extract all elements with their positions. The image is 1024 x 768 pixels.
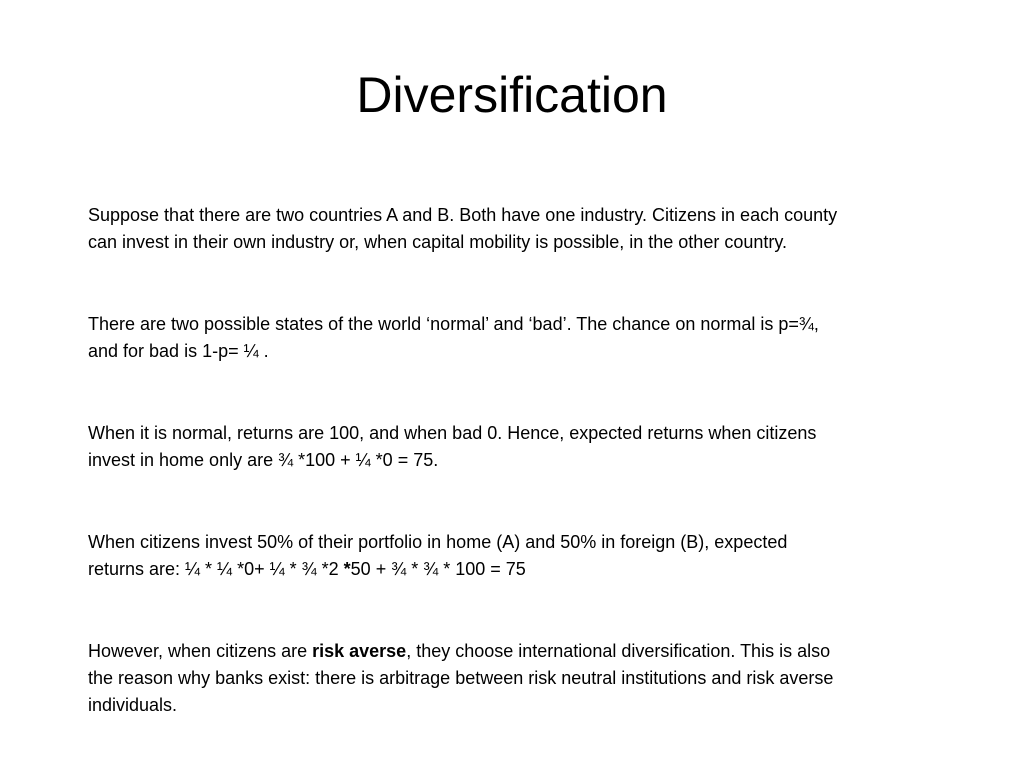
paragraph-home-returns bbox=[88, 420, 968, 474]
paragraph-line: can invest in their own industry or, when capital mobility is possible, in the other country. bbox=[88, 232, 788, 252]
text-run: 50 + ¾ * ¾ * 100 = 75 bbox=[350, 559, 526, 579]
paragraph-line: individuals. bbox=[88, 695, 178, 715]
paragraph-states bbox=[88, 311, 968, 365]
text-run: returns are: ¼ * ¼ *0+ ¼ * ¾ *2 bbox=[88, 559, 344, 579]
slide-title: Diversification bbox=[356, 67, 668, 123]
paragraph-line: Suppose that there are two countries A and B. Both have one industry. Citizens in each county bbox=[88, 205, 838, 225]
paragraph-split-returns bbox=[88, 529, 968, 583]
bold-asterisk: * bbox=[343, 559, 351, 579]
paragraph-line bbox=[88, 638, 968, 665]
paragraph-line: There are two possible states of the world ‘normal’ and ‘bad’. The chance on normal is p=¾, bbox=[88, 314, 819, 334]
paragraph-line: the reason why banks exist: there is arbitrage between risk neutral institutions and risk averse bbox=[88, 668, 834, 688]
paragraph-line: When it is normal, returns are 100, and when bad 0. Hence, expected returns when citizens bbox=[88, 423, 817, 443]
text-run: However, when citizens are bbox=[88, 641, 313, 661]
text-run: , they choose international diversification. This is also bbox=[406, 641, 831, 661]
paragraph-line: and for bad is 1-p= ¼ . bbox=[88, 341, 269, 361]
paragraph-countries bbox=[88, 202, 968, 256]
paragraph-line bbox=[88, 556, 968, 583]
paragraph-line: invest in home only are ¾ *100 + ¼ *0 = 75. bbox=[88, 450, 439, 470]
bold-term-risk-averse: risk averse bbox=[312, 641, 407, 661]
paragraph-line: When citizens invest 50% of their portfolio in home (A) and 50% in foreign (B), expected bbox=[88, 532, 788, 552]
paragraph-risk-averse bbox=[88, 638, 968, 719]
